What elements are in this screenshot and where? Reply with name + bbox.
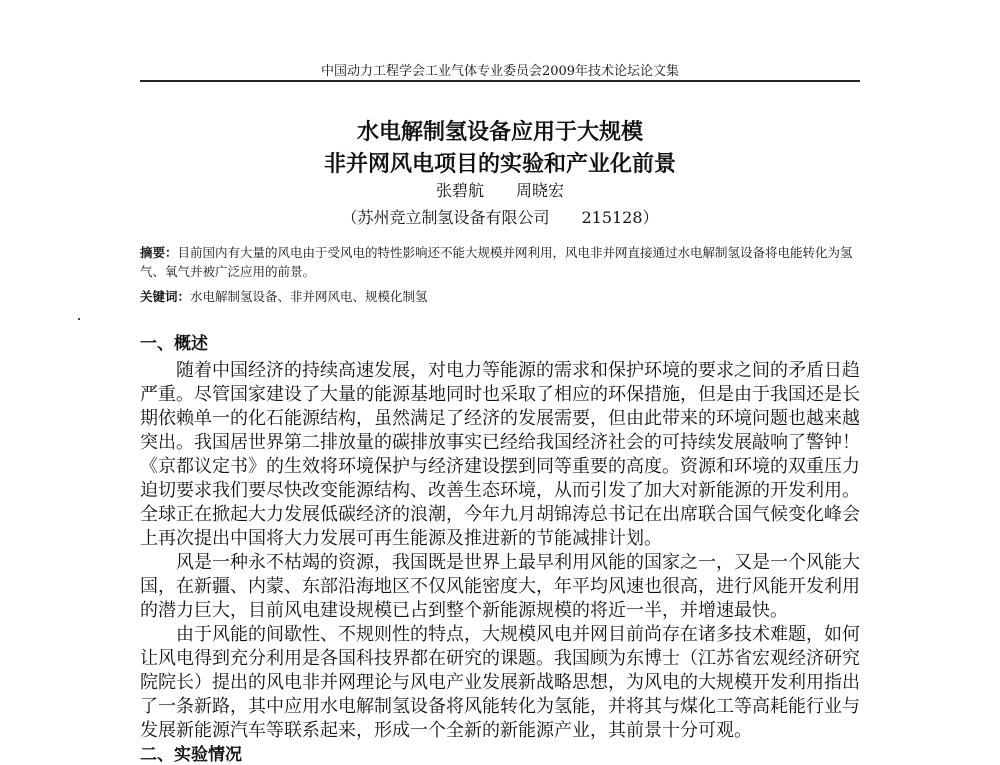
body-line: 随着中国经济的持续高速发展，对电力等能源的需求和保护环境的要求之间的矛盾日趋 (176, 360, 860, 381)
body-line: 发展新能源汽车等联系起来，形成一个全新的新能源产业，其前景十分可观。 (140, 720, 752, 741)
header-rule (140, 80, 860, 82)
keywords-label: 关键词： (140, 289, 191, 304)
abstract-text: 目前国内有大量的风电由于受风电的特性影响还不能大规模并网利用，风电非并网直接通过水电解制氢设备将电能转化为氢气、氧气并被广泛应用的前景。 (140, 245, 853, 279)
title-line-2: 非并网风电项目的实验和产业化前景 (323, 152, 676, 177)
authors: 张碧航 周晓宏 (435, 181, 564, 200)
keywords (140, 287, 860, 306)
abstract-label: 摘要： (140, 245, 178, 260)
abstract (140, 243, 860, 281)
body-line: 严重。尽管国家建设了大量的能源基地同时也采取了相应的环保措施，但是由于我国还是长 (140, 384, 860, 405)
body-line: 期依赖单一的化石能源结构，虽然满足了经济的发展需要，但由此带来的环境问题也越来越 (140, 408, 860, 429)
body-line: 上再次提出中国将大力发展可再生能源及推进新的节能减排计划。 (140, 528, 662, 549)
title-line-1: 水电解制氢设备应用于大规模 (356, 120, 643, 145)
body-line: 让风电得到充分利用是各国科技界都在研究的课题。我国顾为东博士（江苏省宏观经济研究 (140, 648, 860, 669)
body-line: 院院长）提出的风电非并网理论与风电产业发展新战略思想，为风电的大规模开发利用指出 (140, 672, 860, 693)
affiliation: （苏州竞立制氢设备有限公司 215128） (341, 208, 659, 227)
body-line: 全球正在掀起大力发展低碳经济的浪潮，今年九月胡锦涛总书记在出席联合国气候变化峰会 (140, 504, 860, 525)
running-header: 中国动力工程学会工业气体专业委员会2009年技术论坛论文集 (320, 64, 680, 79)
body-line: 国，在新疆、内蒙、东部沿海地区不仅风能密度大，年平均风速也很高，进行风能开发利用 (140, 576, 860, 597)
body-line: 《京都议定书》的生效将环境保护与经济建设摆到同等重要的高度。资源和环境的双重压力 (140, 456, 860, 477)
body-line: 由于风能的间歇性、不规则性的特点，大规模风电并网目前尚存在诸多技术难题，如何 (176, 624, 860, 645)
body-line: 的潜力巨大，目前风电建设规模已占到整个新能源规模的将近一半，并增速最快。 (140, 600, 788, 621)
section-heading-1: 一、概述 (140, 334, 208, 354)
scan-speck (78, 318, 80, 320)
section-heading-2: 二、实验情况 (140, 745, 242, 765)
body-line: 了一条新路，其中应用水电解制氢设备将风能转化为氢能，并将其与煤化工等高耗能行业与 (140, 696, 860, 717)
body-line: 迫切要求我们要尽快改变能源结构、改善生态环境，从而引发了加大对新能源的开发利用。 (140, 480, 860, 501)
body-line: 风是一种永不枯竭的资源，我国既是世界上最早利用风能的国家之一，又是一个风能大 (176, 552, 860, 573)
body-line: 突出。我国居世界第二排放量的碳排放事实已经给我国经济社会的可持续发展敲响了警钟！ (140, 432, 860, 453)
keywords-text: 水电解制氢设备、非并网风电、规模化制氢 (190, 289, 428, 304)
